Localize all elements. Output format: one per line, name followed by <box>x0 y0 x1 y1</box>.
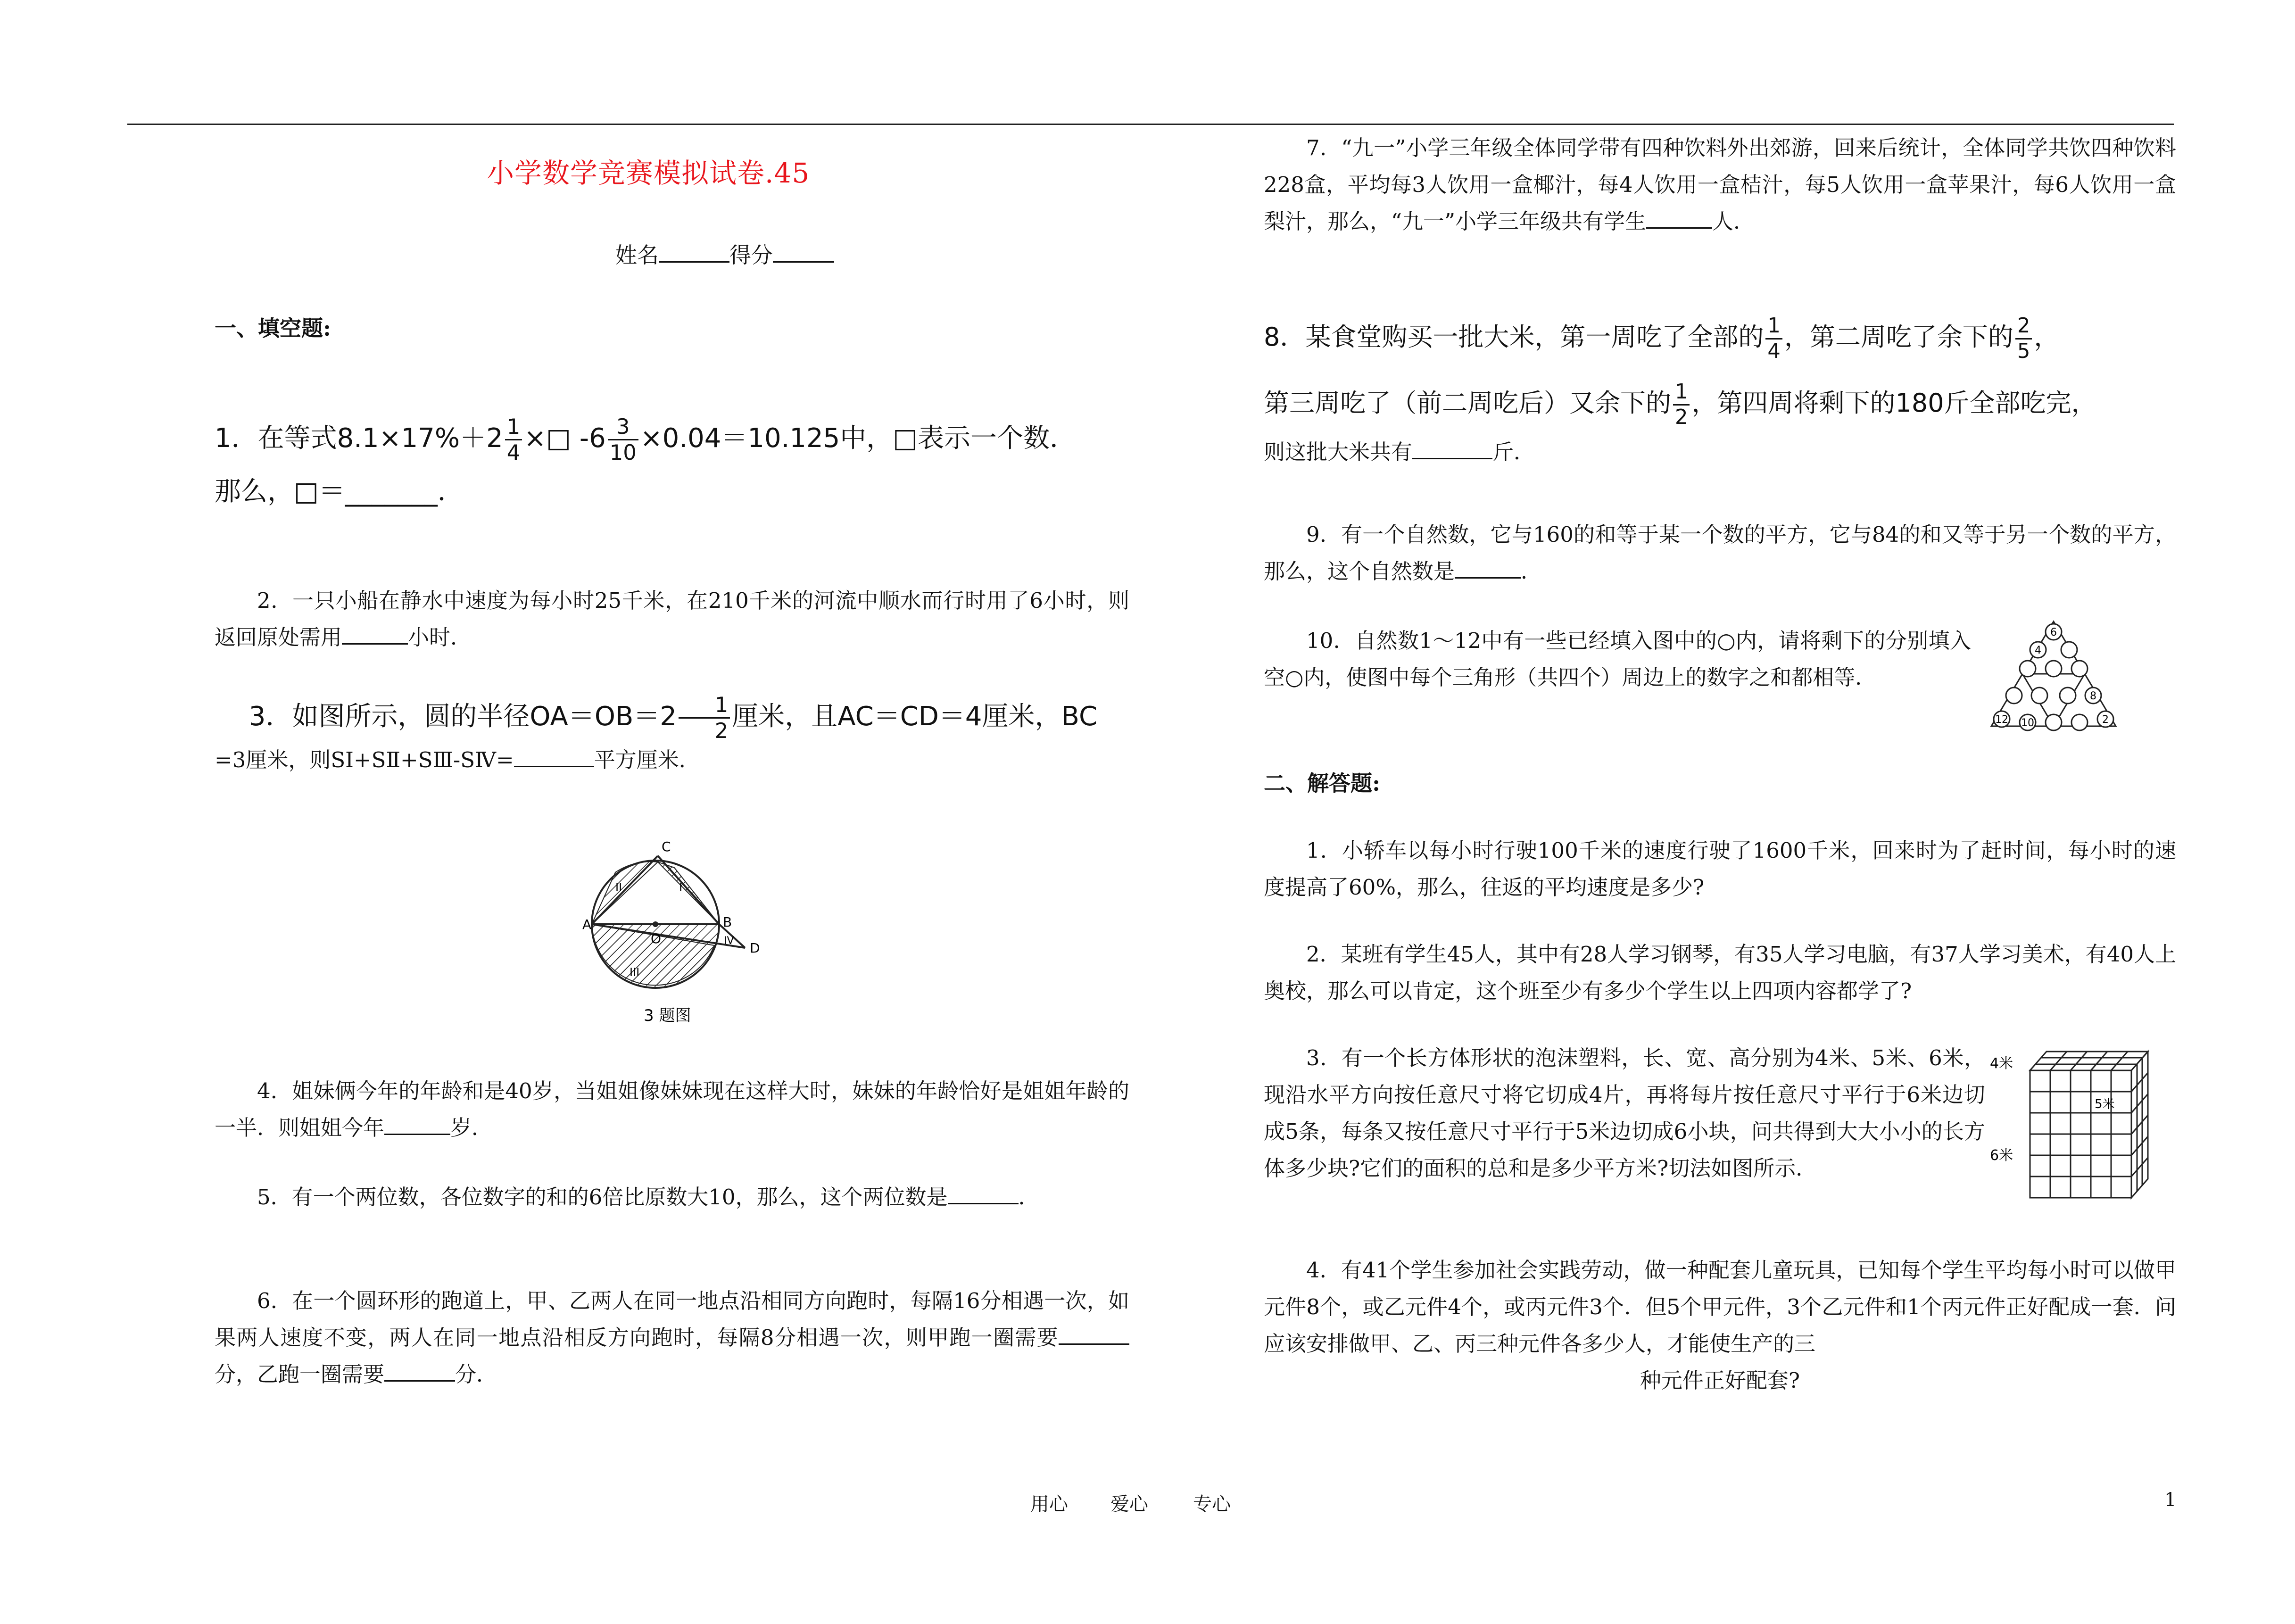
q1-text-c: ×0.04＝10.125中，□表示一个数． <box>640 423 1077 454</box>
q4-blank[interactable] <box>384 1115 450 1135</box>
question-1 <box>215 415 1129 515</box>
answer-question-1 <box>1264 832 2176 906</box>
name-blank[interactable] <box>659 242 729 263</box>
q1-fraction-2: $\frac{3}{10}$ <box>608 416 638 464</box>
q10-text: 10．自然数1～12中有一些已经填入图中的○内，请将剩下的分别填入空○内，使图中每个三角形（共四个）周边上的数字之和都相等． <box>1264 628 1971 690</box>
footer-mark-2: 爱心 <box>1110 1493 1148 1515</box>
q6-blank-1[interactable] <box>1059 1325 1129 1345</box>
score-blank[interactable] <box>773 242 834 263</box>
q8-text-d: 第三周吃了（前二周吃后）又余下的 <box>1264 388 1671 418</box>
a3-label-6m: 6米 <box>1990 1147 2013 1164</box>
q3-circle-figure <box>582 835 771 1033</box>
a3-label-4m: 4米 <box>1990 1055 2013 1072</box>
a2-text: 2．某班有学生45人，其中有28人学习钢琴，有35人学习电脑，有37人学习美术，有40人上奥校，那么可以肯定，这个班至少有多少个学生以上四项内容都学了? <box>1264 942 2176 1003</box>
q8-text-a: 8．某食堂购买一批大米，第一周吃了全部的 <box>1264 322 1764 352</box>
region-3: III <box>630 966 640 979</box>
question-4 <box>215 1073 1129 1146</box>
answer-question-3 <box>1264 1040 1985 1187</box>
q8-text-b: ，第二周吃了余下的 <box>1784 322 2013 352</box>
q1-text-a: 1．在等式8.1×17%＋2 <box>215 423 503 454</box>
region-4: IV <box>724 935 734 947</box>
question-10 <box>1264 622 1971 696</box>
q9-blank[interactable] <box>1455 558 1521 579</box>
q3-fraction: $\frac{1}{2}$ <box>679 695 730 742</box>
q5-tail: ． <box>1018 1185 1040 1210</box>
a3-box-figure <box>1990 1042 2150 1202</box>
q9-tail: ． <box>1521 559 1542 584</box>
q10-triangle-figure <box>1983 613 2124 738</box>
header-rule <box>127 124 2174 125</box>
q6-blank-2[interactable] <box>384 1361 455 1382</box>
q10-num-bm: 10 <box>2021 717 2034 729</box>
a3-label-5m: 5米 <box>2095 1097 2115 1111</box>
q8-fraction-2: $\frac{2}{5}$ <box>2015 316 2032 362</box>
q9-text: 9．有一个自然数，它与160的和等于某一个数的平方，它与84的和又等于另一个数的平方，那么，这个自然数是 <box>1264 522 2176 584</box>
q10-num-top: 6 <box>2050 627 2057 638</box>
q3-text-a: 3．如图所示，圆的半径OA＝OB＝2 <box>249 701 677 732</box>
q8-fraction-3: $\frac{1}{2}$ <box>1673 382 1690 428</box>
page-title: 小学数学竞赛模拟试卷.45 <box>487 157 810 189</box>
q2-text: 2．一只小船在静水中速度为每小时25千米，在210千米的河流中顺水而行时用了6小时，则返回原处需用 <box>215 588 1129 650</box>
name-score-line <box>615 238 834 269</box>
q5-text: 5．有一个两位数，各位数字的和的6倍比原数大10，那么，这个两位数是 <box>257 1185 948 1210</box>
q2-blank[interactable] <box>342 624 408 645</box>
answer-question-2 <box>1264 936 2176 1010</box>
question-2 <box>215 582 1129 656</box>
question-9 <box>1264 516 2176 590</box>
q3-text-line2: =3厘米，则SⅠ+SⅡ+SⅢ-SⅣ= <box>215 747 514 773</box>
q10-num-left: 4 <box>2035 645 2041 656</box>
a3-text: 3．有一个长方体形状的泡沫塑料，长、宽、高分别为4米、5米、6米，现沿水平方向按任意尺寸将它切成4片，再将每片按任意尺寸平行于6米边切成5条，每条又按任意尺寸平行于5米边切成6小块，问共得到大大小小的长方体多少块?它们的面积的总和是多少平方米?切法如图所示． <box>1264 1045 1985 1181</box>
label-o: O <box>651 931 662 946</box>
q8-blank[interactable] <box>1412 439 1492 460</box>
score-label: 得分 <box>729 242 773 268</box>
q4-text: 4．姐妹俩今年的年龄和是40岁，当姐姐像妹妹现在这样大时，妹妹的年龄恰好是姐姐年龄的一半．则姐姐今年 <box>215 1078 1129 1140</box>
q3-blank[interactable] <box>514 747 594 768</box>
q10-num-br: 2 <box>2102 714 2109 726</box>
section-answers: 二、解答题: <box>1264 771 1380 796</box>
a4-last-line: 种元件正好配套? <box>1640 1368 1800 1393</box>
label-b: B <box>723 914 732 930</box>
q8-text-e: ，第四周将剩下的180斤全部吃完， <box>1691 388 2097 418</box>
question-7 <box>1264 130 2176 240</box>
q1-line-2: 那么，□＝_______． <box>215 476 464 507</box>
answer-question-4 <box>1264 1252 2176 1399</box>
q8-tail: 斤． <box>1492 439 1535 464</box>
page-number: 1 <box>2164 1489 2177 1511</box>
q1-text-b: ×□ -6 <box>524 423 606 454</box>
q10-num-right: 8 <box>2090 690 2096 702</box>
name-label: 姓名 <box>615 242 659 268</box>
figure-caption: 3 题图 <box>644 1006 691 1025</box>
q8-text-c: ， <box>2034 322 2060 352</box>
q3-tail: 平方厘米． <box>594 747 700 773</box>
label-a: A <box>582 917 592 932</box>
a1-text: 1．小轿车以每小时行驶100千米的速度行驶了1600千米，回来时为了赶时间，每小时的速度提高了60%，那么，往返的平均速度是多少? <box>1264 838 2176 900</box>
region-2: II <box>615 881 622 894</box>
q7-tail: 人． <box>1712 209 1755 234</box>
region-1: I <box>679 881 683 894</box>
q2-tail: 小时． <box>408 625 472 650</box>
q6-mid: 分，乙跑一圈需要 <box>215 1362 385 1387</box>
q7-text: 7．“九一”小学三年级全体同学带有四种饮料外出郊游，回来后统计，全体同学共饮四种饮料228盒，平均每3人饮用一盒椰汁，每4人饮用一盒桔汁，每5人饮用一盒苹果汁，每6人饮用一盒梨汁，那么，“九一”小学三年级共有学生 <box>1264 135 2176 234</box>
q7-blank[interactable] <box>1646 208 1712 229</box>
q8-text-f: 则这批大米共有 <box>1264 439 1413 464</box>
label-c: C <box>662 839 671 854</box>
label-d: D <box>750 940 760 956</box>
question-3 <box>215 693 1129 779</box>
question-5 <box>215 1179 1129 1216</box>
question-8 <box>1264 302 2176 471</box>
q3-text-b: 厘米，且AC＝CD＝4厘米，BC <box>732 701 1098 732</box>
q5-blank[interactable] <box>948 1184 1019 1205</box>
q8-fraction-1: $\frac{1}{4}$ <box>1765 316 1782 362</box>
footer-mark-1: 用心 <box>1030 1493 1068 1515</box>
question-6 <box>215 1283 1129 1393</box>
footer-mark-3: 专心 <box>1193 1493 1231 1515</box>
section-fill-in: 一、填空题: <box>215 315 331 341</box>
q6-tail: 分． <box>455 1362 498 1387</box>
q1-fraction-1: $\frac{1}{4}$ <box>505 416 522 464</box>
q10-num-bl: 12 <box>1995 714 2008 726</box>
q4-tail: 岁． <box>450 1115 493 1140</box>
a4-text: 4．有41个学生参加社会实践劳动，做一种配套儿童玩具，已知每个学生平均每小时可以做甲元件8个，或乙元件4个，或丙元件3个．但5个甲元件，3个乙元件和1个丙元件正好配成一套．问应该安排做甲、乙、丙三种元件各多少人，才能使生产的三 <box>1264 1258 2176 1356</box>
q6-text: 6．在一个圆环形的跑道上，甲、乙两人在同一地点沿相同方向跑时，每隔16分相遇一次，如果两人速度不变，两人在同一地点沿相反方向跑时，每隔8分相遇一次，则甲跑一圈需要 <box>215 1288 1129 1350</box>
